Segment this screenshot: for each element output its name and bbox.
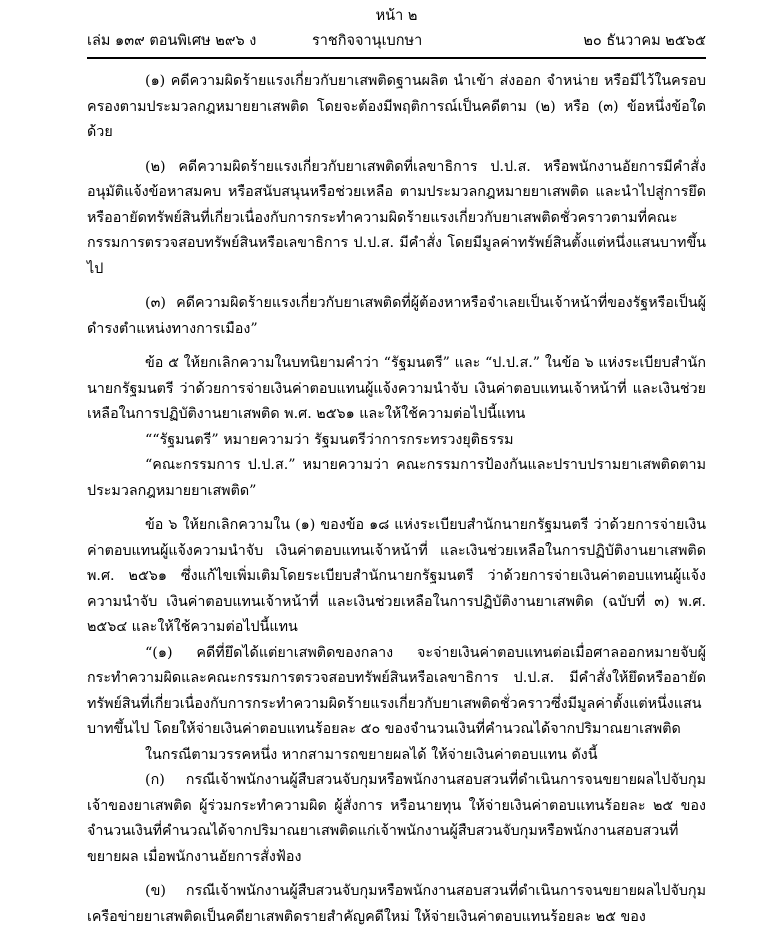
paragraph-1: (๑) คดีความผิดร้ายแรงเกี่ยวกับยาเสพติดฐานผลิต นำเข้า ส่งออก จำหน่าย หรือมีไว้ในครอบครองตามประมวลกฎหมายยาเสพติด โดยจะต้องมีพฤติการณ์เป็นคดีตาม (๒) หรือ (๓) ข้อหนึ่งข้อใดด้วย <box>87 73 706 140</box>
paragraph-9: ในกรณีตามวรรคหนึ่ง หากสามารถขยายผลได้ ให้จ่ายเงินค่าตอบแทน ดังนี้ <box>145 746 598 763</box>
paragraph-6: “คณะกรรมการ ป.ป.ส.” หมายความว่า คณะกรรมการป้องกันและปราบปรามยาเสพติดตามประมวลกฎหมายยาเสพติด” <box>87 457 706 499</box>
publication-date: ๒๐ ธันวาคม ๒๕๖๕ <box>583 33 706 49</box>
publication-name: ราชกิจจานุเบกษา <box>312 33 423 49</box>
paragraph-4: ข้อ ๕ ให้ยกเลิกความในบทนิยามคำว่า “รัฐมนตรี” และ “ป.ป.ส.” ในข้อ ๖ แห่งระเบียบสำนักนายกรัฐมนตรี ว่าด้วยการจ่ายเงินค่าตอบแทนผู้แจ้งความนำจับ เงินค่าตอบแทนเจ้าหน้าที่ และเงินช่วยเหลือในการปฏิบัติงานยาเสพติด พ.ศ. ๒๕๖๑ และให้ใช้ความต่อไปนี้แทน <box>87 355 706 422</box>
paragraph-8: “(๑) คดีที่ยึดได้แต่ยาเสพติดของกลาง จะจ่ายเงินค่าตอบแทนต่อเมื่อศาลออกหมายจับผู้กระทำความผิดและคณะกรรมการตรวจสอบทรัพย์สินหรือเลขาธิการ ป.ป.ส. มีคำสั่งให้ยึดหรืออายัดทรัพย์สินที่เกี่ยวเนื่องกับการกระทำความผิดร้ายแรงเกี่ยวกับยาเสพติดชั่วคราวซึ่งมีมูลค่าตั้งแต่หนึ่งแสนบาทขึ้นไป โดยให้จ่ายเงินค่าตอบแทนร้อยละ ๕๐ ของจำนวนเงินที่คำนวณได้จากปริมาณยาเสพติด <box>87 644 706 737</box>
paragraph-3: (๓) คดีความผิดร้ายแรงเกี่ยวกับยาเสพติดที่ผู้ต้องหาหรือจำเลยเป็นเจ้าหน้าที่ของรัฐหรือเป็นผู้ดำรงตำแหน่งทางการเมือง” <box>87 295 706 337</box>
document-body <box>87 69 706 930</box>
paragraph-11: (ข) กรณีเจ้าพนักงานผู้สืบสวนจับกุมหรือพนักงานสอบสวนที่ดำเนินการจนขยายผลไปจับกุมเครือข่ายยาเสพติดเป็นคดียาเสพติดรายสำคัญคดีใหม่ ให้จ่ายเงินค่าตอบแทนร้อยละ ๒๕ ของ <box>87 883 706 925</box>
paragraph-2: (๒) คดีความผิดร้ายแรงเกี่ยวกับยาเสพติดที่เลขาธิการ ป.ป.ส. หรือพนักงานอัยการมีคำสั่งอนุมัติแจ้งข้อหาสมคบ หรือสนับสนุนหรือช่วยเหลือ ตามประมวลกฎหมายยาเสพติด และนำไปสู่การยึดหรืออายัดทรัพย์สินที่เกี่ยวเนื่องกับการกระทำความผิดร้ายแรงเกี่ยวกับยาเสพติดชั่วคราวตามที่คณะกรรมการตรวจสอบทรัพย์สินหรือเลขาธิการ ป.ป.ส. มีคำสั่ง โดยมีมูลค่าทรัพย์สินตั้งแต่หนึ่งแสนบาทขึ้นไป <box>87 158 706 277</box>
page-number: หน้า ๒ <box>375 8 418 24</box>
paragraph-5: ““รัฐมนตรี” หมายความว่า รัฐมนตรีว่าการกระทรวงยุติธรรม <box>145 431 514 448</box>
paragraph-7: ข้อ ๖ ให้ยกเลิกความใน (๑) ของข้อ ๑๘ แห่งระเบียบสำนักนายกรัฐมนตรี ว่าด้วยการจ่ายเงินค่าตอบแทนผู้แจ้งความนำจับ เงินค่าตอบแทนเจ้าหน้าที่ และเงินช่วยเหลือในการปฏิบัติงานยาเสพติด พ.ศ. ๒๕๖๑ ซึ่งแก้ไขเพิ่มเติมโดยระเบียบสำนักนายกรัฐมนตรี ว่าด้วยการจ่ายเงินค่าตอบแทนผู้แจ้งความนำจับ เงินค่าตอบแทนเจ้าหน้าที่ และเงินช่วยเหลือในการปฏิบัติงานยาเสพติด (ฉบับที่ ๓) พ.ศ. ๒๕๖๔ และให้ใช้ความต่อไปนี้แทน <box>87 517 706 635</box>
gazette-header <box>87 30 706 52</box>
header-rule <box>87 57 706 59</box>
volume-issue: เล่ม ๑๓๙ ตอนพิเศษ ๒๙๖ ง <box>87 33 257 49</box>
paragraph-10: (ก) กรณีเจ้าพนักงานผู้สืบสวนจับกุมหรือพนักงานสอบสวนที่ดำเนินการจนขยายผลไปจับกุมเจ้าของยาเสพติด ผู้ร่วมกระทำความผิด ผู้สั่งการ หรือนายทุน ให้จ่ายเงินค่าตอบแทนร้อยละ ๒๕ ของจำนวนเงินที่คำนวณได้จากปริมาณยาเสพติดแก่เจ้าพนักงานผู้สืบสวนจับกุมหรือพนักงานสอบสวนที่ขยายผล เมื่อพนักงานอัยการสั่งฟ้อง <box>87 772 706 865</box>
